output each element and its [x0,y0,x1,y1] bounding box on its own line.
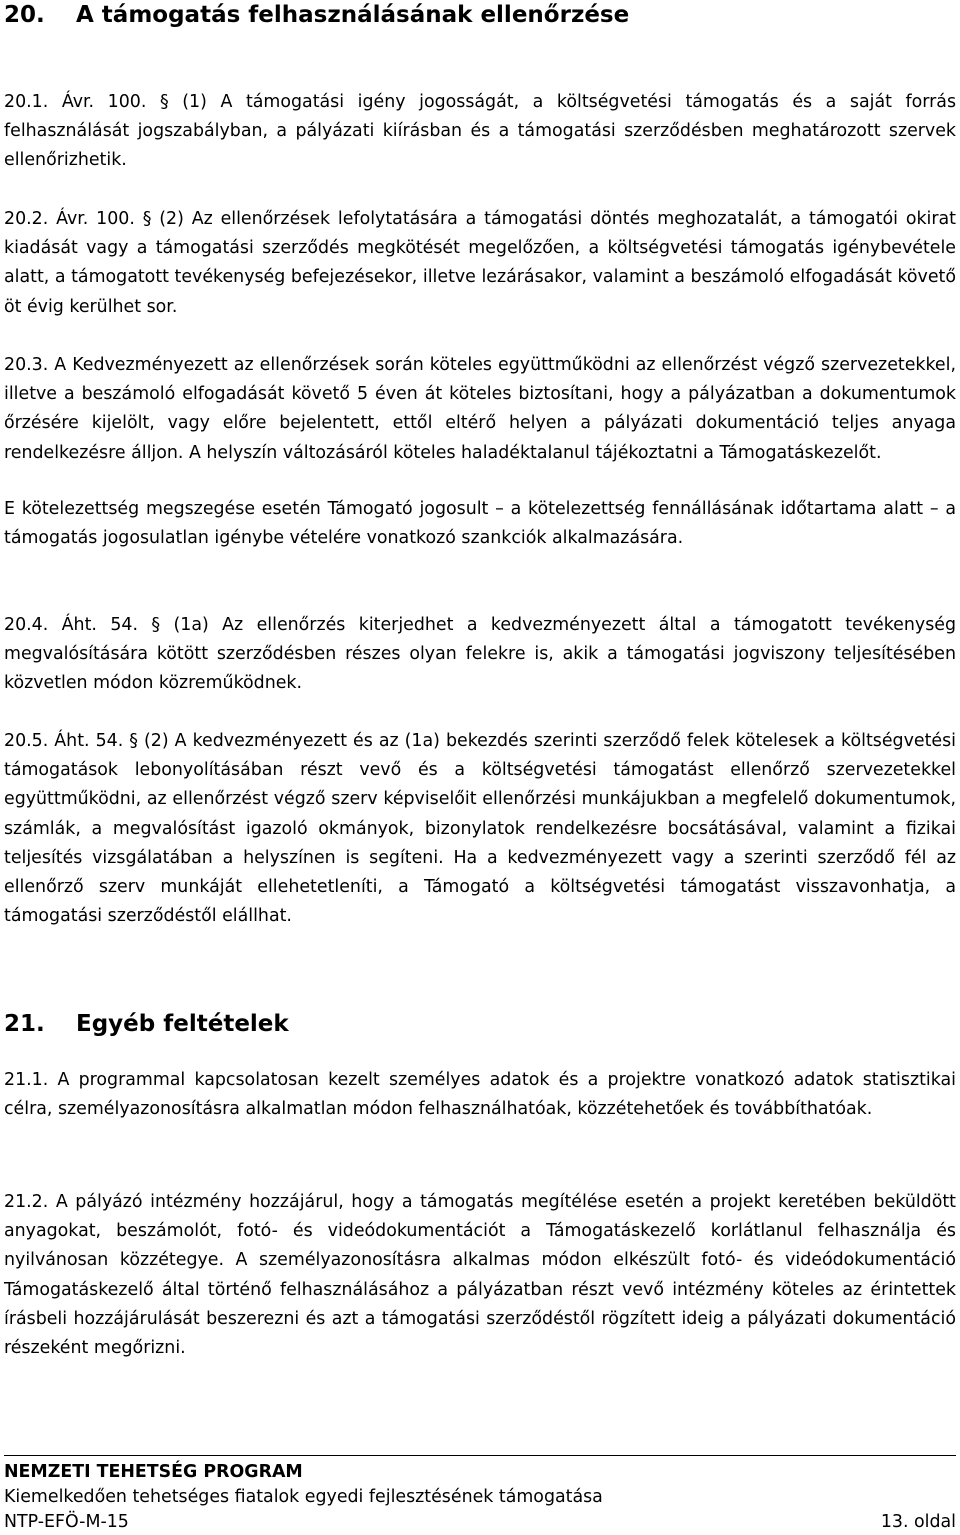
section-20-number: 20. [4,2,45,28]
page-footer [4,1455,956,1535]
paragraph-20-5: 20.5. Áht. 54. § (2) A kedvezményezett és az (1a) bekezdés szerinti szerződő felek kötelesek a költségvetési támogatások lebonyolításában részt vevő és a költségvetési támogatást ellenőrző szervezetekkel együttműködni, az ellenőrzést végző szerv képviselőit ellenőrzési munkájukban a megfelelő dokumentumok, számlák, a megvalósítást igazoló okmányok, bizonylatok rendelkezésre bocsátásával, valamint a fizikai teljesítés vizsgálatában a helyszínen is segíteni. Ha a kedvezményezett vagy a szerinti szerződő fél az ellenőrző szerv munkáját ellehetetleníti, a Támogató a költségvetési támogatást visszavonhatja, a támogatási szerződéstől elállhat. [4,731,956,927]
paragraph-20-4: 20.4. Áht. 54. § (1a) Az ellenőrzés kiterjedhet a kedvezményezett által a támogatott tevékenység megvalósítására kötött szerződésben részes olyan felekre is, akik a támogatási jogviszony teljesítésében közvetlen módon közreműködnek. [4,615,956,694]
footer-page-number: 13. oldal [880,1512,956,1532]
paragraph-20-3-continued: E kötelezettség megszegése esetén Támogató jogosult – a kötelezettség fennállásának időtartama alatt – a támogatás jogosulatlan igénybe vételére vonatkozó szankciók alkalmazására. [4,499,956,549]
paragraph-21-2: 21.2. A pályázó intézmény hozzájárul, hogy a támogatás megítélése esetén a projekt keretében beküldött anyagokat, beszámolót, fotó- és videódokumentációt a Támogatáskezelő korlátlanul felhasználja és nyilvánosan közzétegye. A személyazonosításra alkalmas módon elkészült fotó- és videódokumentáció Támogatáskezelő által történő felhasználásához a pályázatban részt vevő intézmény köteles az érintettek írásbeli hozzájárulását beszerezni és azt a támogatási szerződéstől rögzített ideig a pályázati dokumentáció részeként megőrizni. [4,1192,956,1359]
paragraph-20-3: 20.3. A Kedvezményezett az ellenőrzések során köteles együttműködni az ellenőrzést végző szervezetekkel, illetve a beszámoló elfogadását követő 5 éven át köteles biztosítani, hogy a pályázatban a dokumentumok őrzésére kijelölt, vagy előre bejelentett, ettől eltérő helyen a pályázati dokumentáció teljes anyaga rendelkezésre álljon. A helyszín változásáról köteles haladéktalanul tájékoztatni a Támogatáskezelőt. [4,355,956,463]
footer-organization: NEMZETI TEHETSÉG PROGRAM [4,1462,303,1482]
section-21-title: Egyéb feltételek [76,1011,289,1037]
footer-bottom-row [4,1510,956,1535]
paragraph-20-2: 20.2. Ávr. 100. § (2) Az ellenőrzések lefolytatására a támogatási döntés meghozatalát, a támogatói okirat kiadását vagy a támogatási szerződés megkötését megelőzően, a költségvetési támogatás igénybevétele alatt, a támogatott tevékenység befejezésekor, illetve lezárásakor, valamint a beszámoló elfogadását követő öt évig kerülhet sor. [4,209,956,317]
section-20-heading-wrap [4,0,956,30]
paragraph-20-1: 20.1. Ávr. 100. § (1) A támogatási igény jogosságát, a költségvetési támogatás és a saját forrás felhasználását jogszabályban, a pályázati kiírásban és a támogatási szerződésben meghatározott szervek ellenőrizhetik. [4,92,956,171]
paragraph-21-1: 21.1. A programmal kapcsolatosan kezelt személyes adatok és a projektre vonatkozó adatok statisztikai célra, személyazonosításra alkalmatlan módon felhasználhatóak, közzétehetőek és továbbíthatóak. [4,1070,956,1120]
section-20-heading [4,0,956,30]
footer-program-code: NTP-EFÖ-M-15 [4,1512,129,1532]
section-21-heading [4,1009,956,1039]
footer-program-name: Kiemelkedően tehetséges fiatalok egyedi fejlesztésének támogatása [4,1487,603,1507]
section-20-title: A támogatás felhasználásának ellenőrzése [76,2,630,28]
section-21-number: 21. [4,1011,45,1037]
